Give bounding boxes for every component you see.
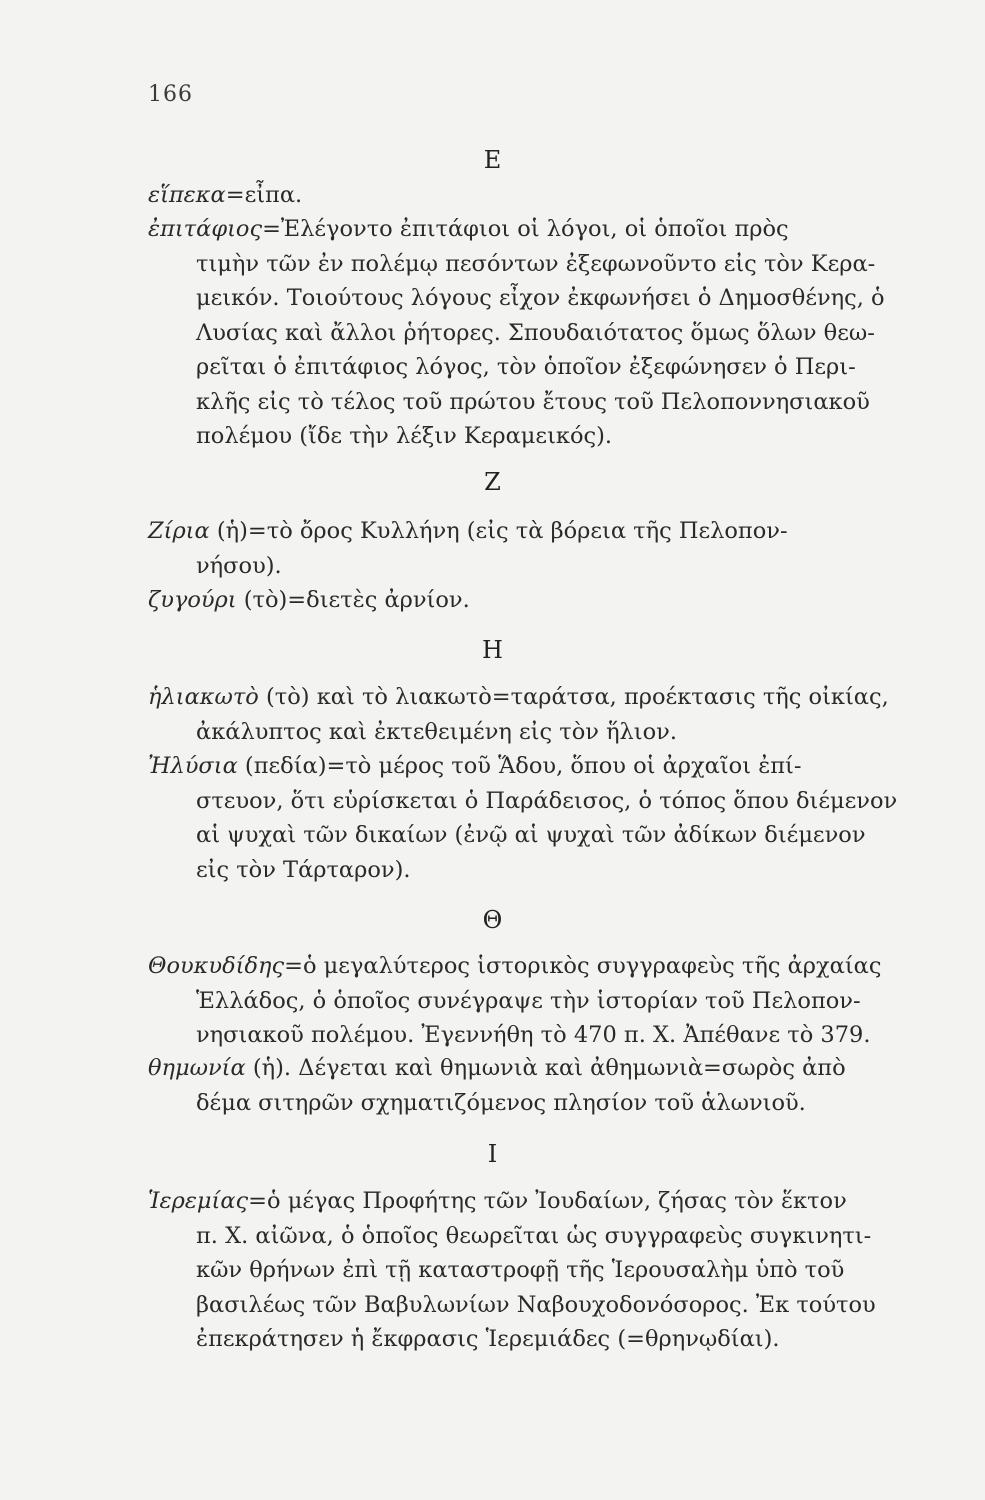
entry-zygouri (148, 583, 868, 618)
entry-line: εἰς τὸν Τάρταρον). (196, 856, 411, 883)
entry-line: =Ἐλέγοντο ἐπιτάφιοι οἱ λόγοι, οἱ ὁποῖοι πρὸς (262, 216, 789, 242)
section-heading-e: E (483, 146, 502, 174)
entry-line: (ἡ). Δέγεται καὶ θημωνιὰ καὶ ἀθημωνιὰ=σωρὸς ἀπὸ (245, 1055, 846, 1081)
entry-line: ἐπεκράτησεν ἡ ἔκφρασις Ἱερεμιάδες (=θρηνῳδίαι). (196, 1326, 780, 1352)
entry-line: βασιλέως τῶν Βαβυλωνίων Ναβουχοδονόσορος. Ἐκ τούτου (196, 1291, 876, 1318)
entry-line: κλῆς εἰς τὸ τέλος τοῦ πρώτου ἔτους τοῦ Πελοποννησιακοῦ (196, 388, 870, 415)
entry-lemma: Θουκυδίδης (148, 953, 285, 979)
entry-line: Λυσίας καὶ ἄλλοι ῥήτορες. Σπουδαιότατος ὅμως ὅλων θεω- (196, 319, 875, 346)
entry-lemma: ζυγούρι (148, 587, 237, 613)
entry-line: κῶν θρήνων ἐπὶ τῇ καταστροφῇ τῆς Ἱερουσαλὴμ ὑπὸ τοῦ (196, 1257, 845, 1283)
entry-line: (τὸ)=διετὲς ἀρνίον. (236, 587, 470, 613)
entry-lemma: θημωνία (148, 1055, 246, 1081)
entry-lemma: Ἠλύσια (148, 753, 238, 779)
entry-lemma: Ἱερεμίας (148, 1188, 249, 1214)
entry-line: =εἶπα. (225, 182, 303, 208)
entry-line: ἀκάλυπτος καὶ ἐκτεθειμένη εἰς τὸν ἥλιον. (196, 718, 678, 745)
entry-line: ρεῖται ὁ ἐπιτάφιος λόγος, τὸν ὁποῖον ἐξεφώνησεν ὁ Περι- (196, 354, 856, 380)
entry-line: στευον, ὅτι εὑρίσκεται ὁ Παράδεισος, ὁ τόπος ὅπου διέμενον (196, 787, 898, 814)
section-heading-theta: Θ (482, 906, 503, 934)
entry-line: τιμὴν τῶν ἐν πολέμῳ πεσόντων ἐξεφωνοῦντο εἰς τὸν Κερα- (196, 250, 876, 277)
entry-thimonia (148, 1051, 868, 1120)
entry-line: δέμα σιτηρῶν σχηματιζόμενος πλησίον τοῦ ἁλωνιοῦ. (196, 1089, 806, 1116)
entry-ziria (148, 514, 868, 583)
entry-lemma: εἵπεκα (148, 182, 226, 208)
section-heading-z: Z (484, 468, 501, 496)
entry-line: νησιακοῦ πολέμου. Ἐγεννήθη τὸ 470 π. Χ. Ἀπέθανε τὸ 379. (196, 1022, 871, 1048)
entry-line: Ἑλλάδος, ὁ ὁποῖος συνέγραψε τὴν ἱστορίαν τοῦ Πελοπον- (196, 987, 861, 1014)
entry-line: (ἡ)=τὸ ὄρος Κυλλήνη (εἰς τὰ βόρεια τῆς Πελοπον- (209, 518, 788, 544)
entry-line: νήσου). (196, 552, 282, 579)
entry-lemma: ἡλιακωτὸ (148, 684, 259, 710)
entry-line: (πεδία)=τὸ μέρος τοῦ Ἅδου, ὅπου οἱ ἀρχαῖοι ἐπί- (237, 753, 802, 779)
entry-line: μεικόν. Τοιούτους λόγους εἶχον ἐκφωνήσει ὁ Δημοσθένης, ὁ (196, 285, 885, 311)
entry-ieremias (148, 1184, 876, 1357)
entry-epitaphios (148, 212, 885, 454)
entry-line: =ὁ μέγας Προφήτης τῶν Ἰουδαίων, ζήσας τὸν ἕκτον (248, 1188, 847, 1214)
entry-lemma: ἐπιτάφιος (148, 216, 263, 242)
page-number: 166 (148, 82, 193, 107)
section-heading-i: I (487, 1140, 498, 1168)
entry-lemma: Ζίρια (148, 518, 210, 544)
entry-iliakoto (148, 680, 889, 749)
entry-line: =ὁ μεγαλύτερος ἱστορικὸς συγγραφεὺς τῆς ἀρχαίας (284, 953, 882, 979)
entry-ilysia (148, 749, 898, 887)
entry-line: π. Χ. αἰῶνα, ὁ ὁποῖος θεωρεῖται ὡς συγγραφεὺς συγκινητι- (196, 1222, 872, 1249)
entry-line: αἱ ψυχαὶ τῶν δικαίων (ἐνῷ αἱ ψυχαὶ τῶν ἀδίκων διέμενον (196, 822, 866, 848)
entry-line: (τὸ) καὶ τὸ λιακωτὸ=ταράτσα, προέκτασις τῆς οἰκίας, (258, 684, 889, 710)
section-heading-h: H (482, 636, 503, 664)
entry-line: πολέμου (ἴδε τὴν λέξιν Κεραμεικός). (196, 423, 613, 449)
entry-thoukydidis (148, 949, 882, 1053)
entry-eipeka (148, 178, 868, 213)
